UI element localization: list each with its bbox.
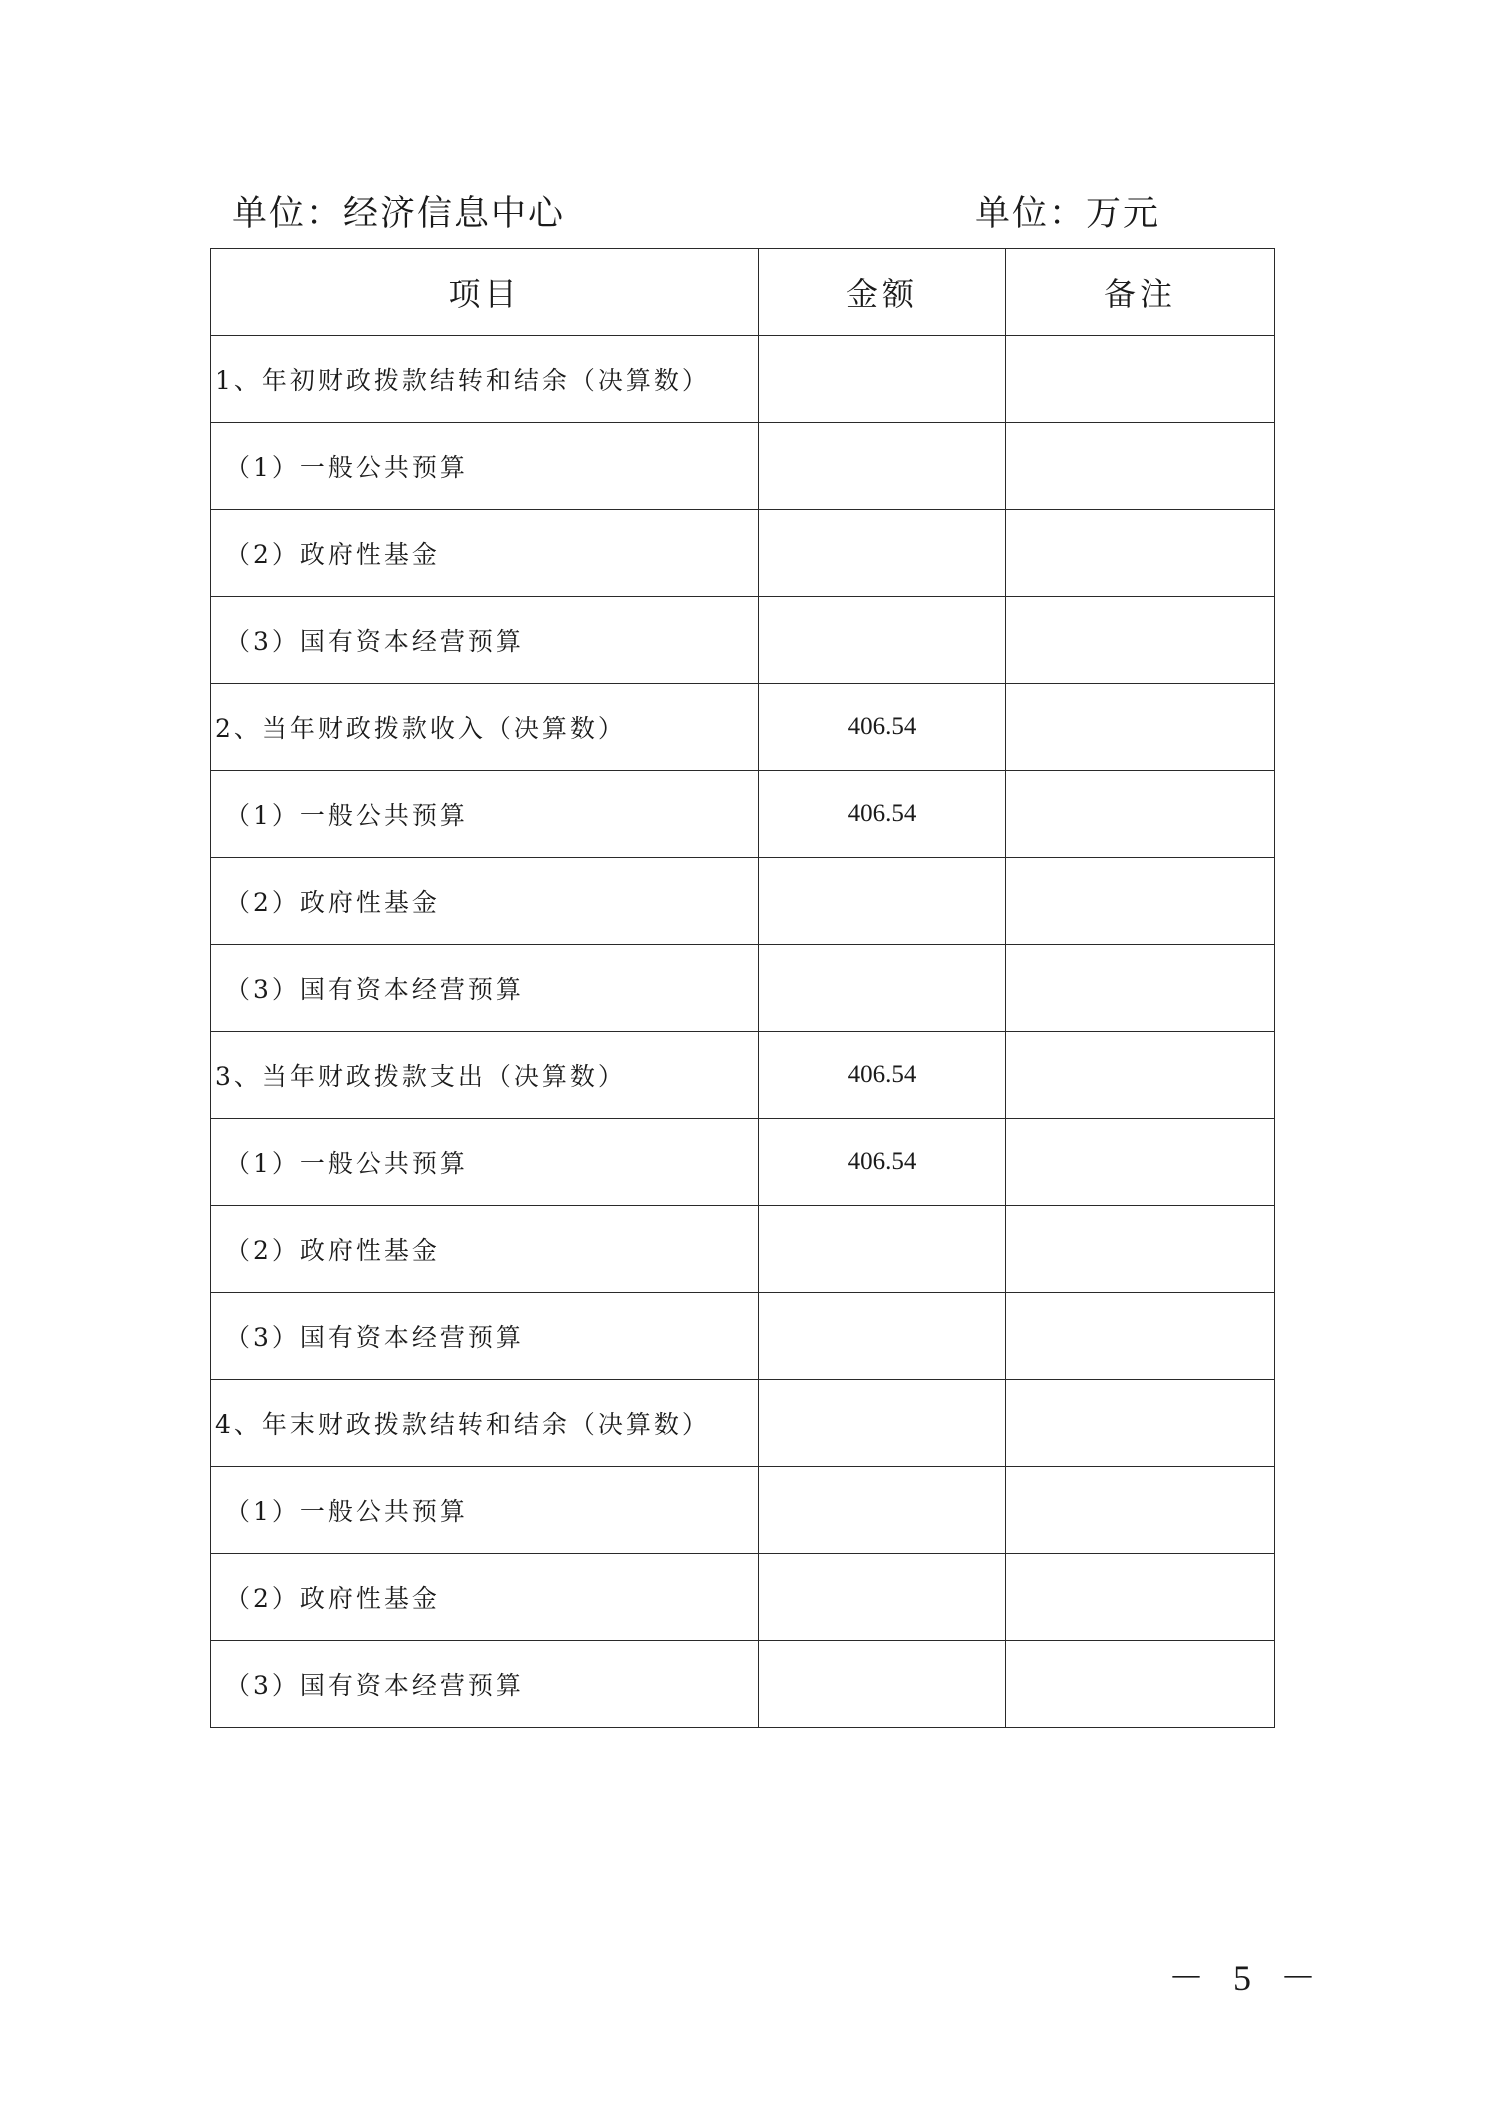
table-row	[211, 1119, 1275, 1206]
row-item: （3）国有资本经营预算	[211, 1293, 759, 1380]
row-note	[1006, 1641, 1275, 1728]
unit-currency: 单位：万元	[975, 194, 1161, 234]
row-amount	[759, 1206, 1006, 1293]
row-note	[1006, 1119, 1275, 1206]
row-item: （3）国有资本经营预算	[211, 597, 759, 684]
row-amount	[759, 1380, 1006, 1467]
row-note	[1006, 510, 1275, 597]
table-row	[211, 858, 1275, 945]
row-amount	[759, 510, 1006, 597]
row-amount: 406.54	[759, 771, 1006, 858]
page-number: － 5 －	[1168, 1958, 1327, 1998]
row-amount	[759, 1641, 1006, 1728]
row-note	[1006, 597, 1275, 684]
row-amount	[759, 858, 1006, 945]
row-amount	[759, 1554, 1006, 1641]
row-note	[1006, 771, 1275, 858]
row-note	[1006, 684, 1275, 771]
fiscal-appropriation-table	[210, 248, 1275, 1728]
table-row	[211, 1206, 1275, 1293]
row-item: （1）一般公共预算	[211, 771, 759, 858]
row-amount: 406.54	[759, 1032, 1006, 1119]
row-item: （1）一般公共预算	[211, 1119, 759, 1206]
table-row	[211, 1641, 1275, 1728]
row-amount	[759, 597, 1006, 684]
table-row	[211, 597, 1275, 684]
row-note	[1006, 336, 1275, 423]
row-item: （2）政府性基金	[211, 858, 759, 945]
row-note	[1006, 1554, 1275, 1641]
row-note	[1006, 1206, 1275, 1293]
row-amount	[759, 945, 1006, 1032]
row-amount	[759, 336, 1006, 423]
row-item: （2）政府性基金	[211, 1554, 759, 1641]
row-item: （3）国有资本经营预算	[211, 945, 759, 1032]
row-note	[1006, 1380, 1275, 1467]
unit-organization: 单位：经济信息中心	[232, 194, 566, 234]
table-row	[211, 1293, 1275, 1380]
table-row	[211, 1380, 1275, 1467]
column-header-note: 备注	[1006, 249, 1275, 336]
row-item: （1）一般公共预算	[211, 423, 759, 510]
row-amount	[759, 1293, 1006, 1380]
column-header-amount: 金额	[759, 249, 1006, 336]
row-item: 4、年末财政拨款结转和结余（决算数）	[211, 1380, 759, 1467]
row-item: （1）一般公共预算	[211, 1467, 759, 1554]
row-note	[1006, 1032, 1275, 1119]
table-row	[211, 1467, 1275, 1554]
row-note	[1006, 1293, 1275, 1380]
row-amount	[759, 1467, 1006, 1554]
row-item: 2、当年财政拨款收入（决算数）	[211, 684, 759, 771]
row-note	[1006, 1467, 1275, 1554]
row-amount	[759, 423, 1006, 510]
row-item: 1、年初财政拨款结转和结余（决算数）	[211, 336, 759, 423]
row-amount: 406.54	[759, 684, 1006, 771]
table-row	[211, 771, 1275, 858]
column-header-item: 项目	[211, 249, 759, 336]
row-note	[1006, 945, 1275, 1032]
row-note	[1006, 858, 1275, 945]
row-item: （3）国有资本经营预算	[211, 1641, 759, 1728]
row-item: （2）政府性基金	[211, 1206, 759, 1293]
table-header-row	[211, 249, 1275, 336]
table-row	[211, 945, 1275, 1032]
table-row	[211, 1554, 1275, 1641]
table-row	[211, 1032, 1275, 1119]
row-item: 3、当年财政拨款支出（决算数）	[211, 1032, 759, 1119]
row-note	[1006, 423, 1275, 510]
table-row	[211, 336, 1275, 423]
row-amount: 406.54	[759, 1119, 1006, 1206]
table-row	[211, 510, 1275, 597]
table-row	[211, 684, 1275, 771]
row-item: （2）政府性基金	[211, 510, 759, 597]
table-row	[211, 423, 1275, 510]
